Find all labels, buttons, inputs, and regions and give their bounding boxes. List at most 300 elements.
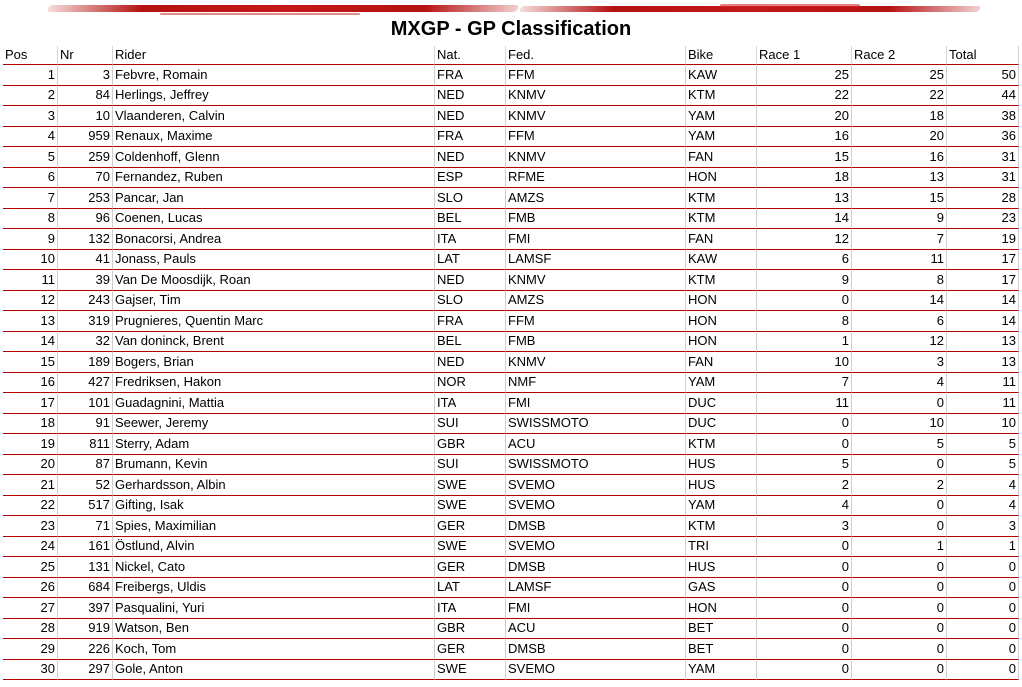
cell-nr: 161 <box>58 537 113 558</box>
cell-rider: Coldenhoff, Glenn <box>113 147 435 168</box>
cell-nr: 319 <box>58 311 113 332</box>
cell-nr: 243 <box>58 291 113 312</box>
cell-pos: 16 <box>3 373 58 394</box>
cell-fed: RFME <box>506 168 686 189</box>
cell-bike: YAM <box>686 496 757 517</box>
cell-nr: 70 <box>58 168 113 189</box>
cell-race1: 2 <box>757 475 852 496</box>
cell-nat: GER <box>435 639 506 660</box>
cell-fed: ACU <box>506 619 686 640</box>
cell-fed: LAMSF <box>506 250 686 271</box>
table-body <box>3 65 1019 680</box>
cell-race1: 0 <box>757 639 852 660</box>
table-row <box>3 619 1019 640</box>
cell-rider: Freibergs, Uldis <box>113 578 435 599</box>
cell-nat: GER <box>435 557 506 578</box>
cell-race2: 18 <box>852 106 947 127</box>
cell-race2: 0 <box>852 557 947 578</box>
cell-race1: 11 <box>757 393 852 414</box>
cell-total: 13 <box>947 352 1019 373</box>
cell-bike: YAM <box>686 127 757 148</box>
cell-pos: 26 <box>3 578 58 599</box>
cell-nat: SUI <box>435 414 506 435</box>
cell-bike: HUS <box>686 557 757 578</box>
column-header-nr: Nr <box>58 46 113 65</box>
cell-nr: 397 <box>58 598 113 619</box>
cell-bike: KTM <box>686 516 757 537</box>
cell-pos: 28 <box>3 619 58 640</box>
cell-pos: 25 <box>3 557 58 578</box>
cell-nr: 91 <box>58 414 113 435</box>
table-row <box>3 557 1019 578</box>
cell-nr: 189 <box>58 352 113 373</box>
cell-pos: 13 <box>3 311 58 332</box>
cell-pos: 5 <box>3 147 58 168</box>
table-header-row <box>3 46 1019 65</box>
cell-rider: Seewer, Jeremy <box>113 414 435 435</box>
cell-bike: KTM <box>686 270 757 291</box>
table-row <box>3 516 1019 537</box>
cell-race2: 0 <box>852 496 947 517</box>
cell-pos: 20 <box>3 455 58 476</box>
page-title: MXGP - GP Classification <box>390 18 632 40</box>
cell-total: 17 <box>947 250 1019 271</box>
cell-pos: 15 <box>3 352 58 373</box>
cell-nat: BEL <box>435 209 506 230</box>
cell-fed: NMF <box>506 373 686 394</box>
cell-bike: KTM <box>686 209 757 230</box>
cell-bike: TRI <box>686 537 757 558</box>
cell-race1: 0 <box>757 619 852 640</box>
cell-nr: 297 <box>58 660 113 681</box>
cell-total: 1 <box>947 537 1019 558</box>
column-header-rider: Rider <box>113 46 435 65</box>
cell-total: 0 <box>947 598 1019 619</box>
cell-rider: Koch, Tom <box>113 639 435 660</box>
cell-nat: LAT <box>435 578 506 599</box>
cell-nat: NED <box>435 106 506 127</box>
table-row <box>3 393 1019 414</box>
cell-nr: 517 <box>58 496 113 517</box>
cell-nr: 3 <box>58 65 113 86</box>
cell-pos: 27 <box>3 598 58 619</box>
cell-total: 11 <box>947 373 1019 394</box>
cell-total: 4 <box>947 475 1019 496</box>
cell-bike: DUC <box>686 393 757 414</box>
cell-bike: GAS <box>686 578 757 599</box>
cell-total: 14 <box>947 311 1019 332</box>
cell-fed: SWISSMOTO <box>506 455 686 476</box>
cell-race2: 15 <box>852 188 947 209</box>
table-row <box>3 65 1019 86</box>
cell-race1: 13 <box>757 188 852 209</box>
cell-race1: 0 <box>757 557 852 578</box>
table-row <box>3 188 1019 209</box>
cell-pos: 9 <box>3 229 58 250</box>
cell-rider: Brumann, Kevin <box>113 455 435 476</box>
cell-race2: 16 <box>852 147 947 168</box>
cell-race2: 0 <box>852 516 947 537</box>
cell-nr: 811 <box>58 434 113 455</box>
cell-pos: 29 <box>3 639 58 660</box>
cell-race1: 6 <box>757 250 852 271</box>
cell-pos: 22 <box>3 496 58 517</box>
cell-race1: 15 <box>757 147 852 168</box>
cell-nat: NED <box>435 352 506 373</box>
cell-nr: 131 <box>58 557 113 578</box>
cell-nat: SUI <box>435 455 506 476</box>
cell-fed: DMSB <box>506 639 686 660</box>
cell-pos: 1 <box>3 65 58 86</box>
cell-bike: FAN <box>686 229 757 250</box>
cell-pos: 12 <box>3 291 58 312</box>
cell-race2: 12 <box>852 332 947 353</box>
cell-nat: GBR <box>435 434 506 455</box>
cell-fed: AMZS <box>506 291 686 312</box>
table-row <box>3 106 1019 127</box>
cell-rider: Van De Moosdijk, Roan <box>113 270 435 291</box>
column-header-nat: Nat. <box>435 46 506 65</box>
cell-race2: 0 <box>852 578 947 599</box>
cell-nat: SWE <box>435 537 506 558</box>
cell-fed: FMB <box>506 209 686 230</box>
cell-rider: Herlings, Jeffrey <box>113 86 435 107</box>
cell-pos: 10 <box>3 250 58 271</box>
cell-bike: YAM <box>686 373 757 394</box>
cell-race2: 2 <box>852 475 947 496</box>
cell-bike: FAN <box>686 352 757 373</box>
cell-total: 0 <box>947 660 1019 681</box>
cell-rider: Febvre, Romain <box>113 65 435 86</box>
cell-rider: Nickel, Cato <box>113 557 435 578</box>
cell-bike: HON <box>686 311 757 332</box>
cell-nat: ITA <box>435 393 506 414</box>
cell-rider: Prugnieres, Quentin Marc <box>113 311 435 332</box>
cell-nat: SWE <box>435 660 506 681</box>
cell-race2: 1 <box>852 537 947 558</box>
cell-fed: KNMV <box>506 147 686 168</box>
cell-race2: 0 <box>852 455 947 476</box>
cell-pos: 30 <box>3 660 58 681</box>
cell-nr: 10 <box>58 106 113 127</box>
cell-race2: 0 <box>852 619 947 640</box>
cell-race2: 20 <box>852 127 947 148</box>
cell-nat: LAT <box>435 250 506 271</box>
cell-race2: 4 <box>852 373 947 394</box>
cell-nat: GER <box>435 516 506 537</box>
cell-race1: 0 <box>757 414 852 435</box>
cell-nat: NED <box>435 147 506 168</box>
cell-rider: Spies, Maximilian <box>113 516 435 537</box>
cell-nat: ESP <box>435 168 506 189</box>
cell-nat: NED <box>435 86 506 107</box>
cell-total: 10 <box>947 414 1019 435</box>
cell-race2: 9 <box>852 209 947 230</box>
cell-fed: KNMV <box>506 86 686 107</box>
cell-race1: 5 <box>757 455 852 476</box>
cell-total: 5 <box>947 434 1019 455</box>
cell-pos: 3 <box>3 106 58 127</box>
cell-nat: GBR <box>435 619 506 640</box>
cell-nr: 259 <box>58 147 113 168</box>
cell-race2: 25 <box>852 65 947 86</box>
cell-total: 17 <box>947 270 1019 291</box>
cell-fed: SVEMO <box>506 475 686 496</box>
cell-nat: NED <box>435 270 506 291</box>
column-header-bike: Bike <box>686 46 757 65</box>
table-row <box>3 291 1019 312</box>
cell-total: 44 <box>947 86 1019 107</box>
column-header-total: Total <box>947 46 1019 65</box>
table-row <box>3 598 1019 619</box>
cell-bike: KTM <box>686 86 757 107</box>
cell-fed: FMI <box>506 229 686 250</box>
cell-race1: 0 <box>757 291 852 312</box>
cell-race2: 0 <box>852 598 947 619</box>
cell-total: 0 <box>947 639 1019 660</box>
cell-total: 0 <box>947 619 1019 640</box>
cell-nr: 41 <box>58 250 113 271</box>
cell-race1: 1 <box>757 332 852 353</box>
cell-nr: 87 <box>58 455 113 476</box>
cell-total: 5 <box>947 455 1019 476</box>
column-header-race2: Race 2 <box>852 46 947 65</box>
cell-nat: NOR <box>435 373 506 394</box>
cell-nr: 253 <box>58 188 113 209</box>
cell-race1: 0 <box>757 660 852 681</box>
cell-total: 0 <box>947 578 1019 599</box>
cell-pos: 4 <box>3 127 58 148</box>
cell-race1: 3 <box>757 516 852 537</box>
cell-pos: 18 <box>3 414 58 435</box>
cell-race2: 7 <box>852 229 947 250</box>
cell-total: 28 <box>947 188 1019 209</box>
cell-race2: 0 <box>852 660 947 681</box>
cell-total: 4 <box>947 496 1019 517</box>
table-row <box>3 86 1019 107</box>
cell-rider: Renaux, Maxime <box>113 127 435 148</box>
table-row <box>3 127 1019 148</box>
table-row <box>3 414 1019 435</box>
table-row <box>3 660 1019 681</box>
cell-fed: KNMV <box>506 352 686 373</box>
cell-nat: ITA <box>435 598 506 619</box>
cell-nr: 39 <box>58 270 113 291</box>
table-row <box>3 434 1019 455</box>
table-row <box>3 352 1019 373</box>
cell-nat: SLO <box>435 291 506 312</box>
cell-race1: 0 <box>757 537 852 558</box>
cell-bike: HON <box>686 598 757 619</box>
cell-pos: 11 <box>3 270 58 291</box>
cell-fed: FMB <box>506 332 686 353</box>
cell-nr: 71 <box>58 516 113 537</box>
cell-rider: Gajser, Tim <box>113 291 435 312</box>
cell-fed: FFM <box>506 127 686 148</box>
cell-race1: 22 <box>757 86 852 107</box>
cell-race2: 8 <box>852 270 947 291</box>
cell-fed: FMI <box>506 598 686 619</box>
column-header-race1: Race 1 <box>757 46 852 65</box>
cell-total: 31 <box>947 147 1019 168</box>
cell-bike: FAN <box>686 147 757 168</box>
cell-bike: BET <box>686 619 757 640</box>
cell-race1: 16 <box>757 127 852 148</box>
table-row <box>3 455 1019 476</box>
cell-bike: HUS <box>686 455 757 476</box>
cell-rider: Vlaanderen, Calvin <box>113 106 435 127</box>
cell-rider: Pasqualini, Yuri <box>113 598 435 619</box>
cell-total: 36 <box>947 127 1019 148</box>
cell-nr: 32 <box>58 332 113 353</box>
cell-fed: ACU <box>506 434 686 455</box>
table-row <box>3 332 1019 353</box>
cell-pos: 23 <box>3 516 58 537</box>
cell-nr: 959 <box>58 127 113 148</box>
cell-rider: Östlund, Alvin <box>113 537 435 558</box>
cell-nat: FRA <box>435 311 506 332</box>
cell-bike: KTM <box>686 434 757 455</box>
cell-nat: SLO <box>435 188 506 209</box>
cell-race2: 14 <box>852 291 947 312</box>
cell-fed: SVEMO <box>506 660 686 681</box>
cell-nr: 84 <box>58 86 113 107</box>
cell-fed: SWISSMOTO <box>506 414 686 435</box>
cell-fed: SVEMO <box>506 496 686 517</box>
cell-nat: BEL <box>435 332 506 353</box>
cell-race1: 0 <box>757 578 852 599</box>
header-brush-stroke <box>160 13 360 15</box>
table-row <box>3 250 1019 271</box>
column-header-fed: Fed. <box>506 46 686 65</box>
cell-total: 19 <box>947 229 1019 250</box>
cell-race2: 3 <box>852 352 947 373</box>
cell-total: 50 <box>947 65 1019 86</box>
table-row <box>3 229 1019 250</box>
cell-race1: 10 <box>757 352 852 373</box>
cell-bike: HON <box>686 332 757 353</box>
cell-nr: 919 <box>58 619 113 640</box>
cell-fed: KNMV <box>506 106 686 127</box>
cell-race2: 22 <box>852 86 947 107</box>
cell-race2: 5 <box>852 434 947 455</box>
cell-race1: 25 <box>757 65 852 86</box>
cell-fed: DMSB <box>506 516 686 537</box>
cell-fed: FFM <box>506 311 686 332</box>
table-row <box>3 537 1019 558</box>
cell-pos: 8 <box>3 209 58 230</box>
cell-rider: Gerhardsson, Albin <box>113 475 435 496</box>
table-row <box>3 147 1019 168</box>
table-row <box>3 270 1019 291</box>
cell-race1: 0 <box>757 598 852 619</box>
cell-nr: 684 <box>58 578 113 599</box>
cell-nr: 226 <box>58 639 113 660</box>
cell-total: 14 <box>947 291 1019 312</box>
cell-race1: 8 <box>757 311 852 332</box>
cell-race1: 14 <box>757 209 852 230</box>
cell-fed: DMSB <box>506 557 686 578</box>
cell-bike: HUS <box>686 475 757 496</box>
cell-total: 13 <box>947 332 1019 353</box>
cell-rider: Jonass, Pauls <box>113 250 435 271</box>
cell-bike: HON <box>686 168 757 189</box>
cell-rider: Bogers, Brian <box>113 352 435 373</box>
cell-nr: 52 <box>58 475 113 496</box>
cell-race2: 0 <box>852 639 947 660</box>
cell-fed: FFM <box>506 65 686 86</box>
cell-race1: 12 <box>757 229 852 250</box>
cell-rider: Pancar, Jan <box>113 188 435 209</box>
cell-bike: YAM <box>686 660 757 681</box>
cell-fed: FMI <box>506 393 686 414</box>
cell-fed: KNMV <box>506 270 686 291</box>
header-brush-stroke <box>47 5 520 12</box>
cell-rider: Bonacorsi, Andrea <box>113 229 435 250</box>
cell-pos: 17 <box>3 393 58 414</box>
cell-nat: FRA <box>435 127 506 148</box>
cell-pos: 7 <box>3 188 58 209</box>
cell-pos: 21 <box>3 475 58 496</box>
classification-table <box>3 46 1019 680</box>
cell-bike: DUC <box>686 414 757 435</box>
cell-nat: FRA <box>435 65 506 86</box>
cell-race1: 0 <box>757 434 852 455</box>
cell-bike: KAW <box>686 65 757 86</box>
cell-race1: 18 <box>757 168 852 189</box>
cell-fed: SVEMO <box>506 537 686 558</box>
cell-race1: 9 <box>757 270 852 291</box>
table-row <box>3 168 1019 189</box>
cell-rider: Sterry, Adam <box>113 434 435 455</box>
cell-rider: Fernandez, Ruben <box>113 168 435 189</box>
table-row <box>3 373 1019 394</box>
cell-rider: Coenen, Lucas <box>113 209 435 230</box>
cell-bike: KTM <box>686 188 757 209</box>
cell-pos: 2 <box>3 86 58 107</box>
cell-nat: ITA <box>435 229 506 250</box>
cell-race2: 0 <box>852 393 947 414</box>
cell-nr: 96 <box>58 209 113 230</box>
cell-total: 23 <box>947 209 1019 230</box>
table-row <box>3 578 1019 599</box>
cell-race2: 13 <box>852 168 947 189</box>
header-brush-stroke <box>720 4 860 7</box>
table-row <box>3 311 1019 332</box>
cell-rider: Van doninck, Brent <box>113 332 435 353</box>
cell-total: 38 <box>947 106 1019 127</box>
table-row <box>3 475 1019 496</box>
cell-race1: 4 <box>757 496 852 517</box>
cell-race2: 10 <box>852 414 947 435</box>
cell-fed: LAMSF <box>506 578 686 599</box>
cell-total: 11 <box>947 393 1019 414</box>
cell-race2: 6 <box>852 311 947 332</box>
cell-bike: KAW <box>686 250 757 271</box>
cell-bike: YAM <box>686 106 757 127</box>
table-row <box>3 209 1019 230</box>
cell-rider: Guadagnini, Mattia <box>113 393 435 414</box>
cell-bike: HON <box>686 291 757 312</box>
cell-pos: 19 <box>3 434 58 455</box>
cell-total: 0 <box>947 557 1019 578</box>
cell-rider: Fredriksen, Hakon <box>113 373 435 394</box>
cell-nat: SWE <box>435 475 506 496</box>
cell-race2: 11 <box>852 250 947 271</box>
cell-total: 31 <box>947 168 1019 189</box>
cell-rider: Gole, Anton <box>113 660 435 681</box>
column-header-pos: Pos <box>3 46 58 65</box>
